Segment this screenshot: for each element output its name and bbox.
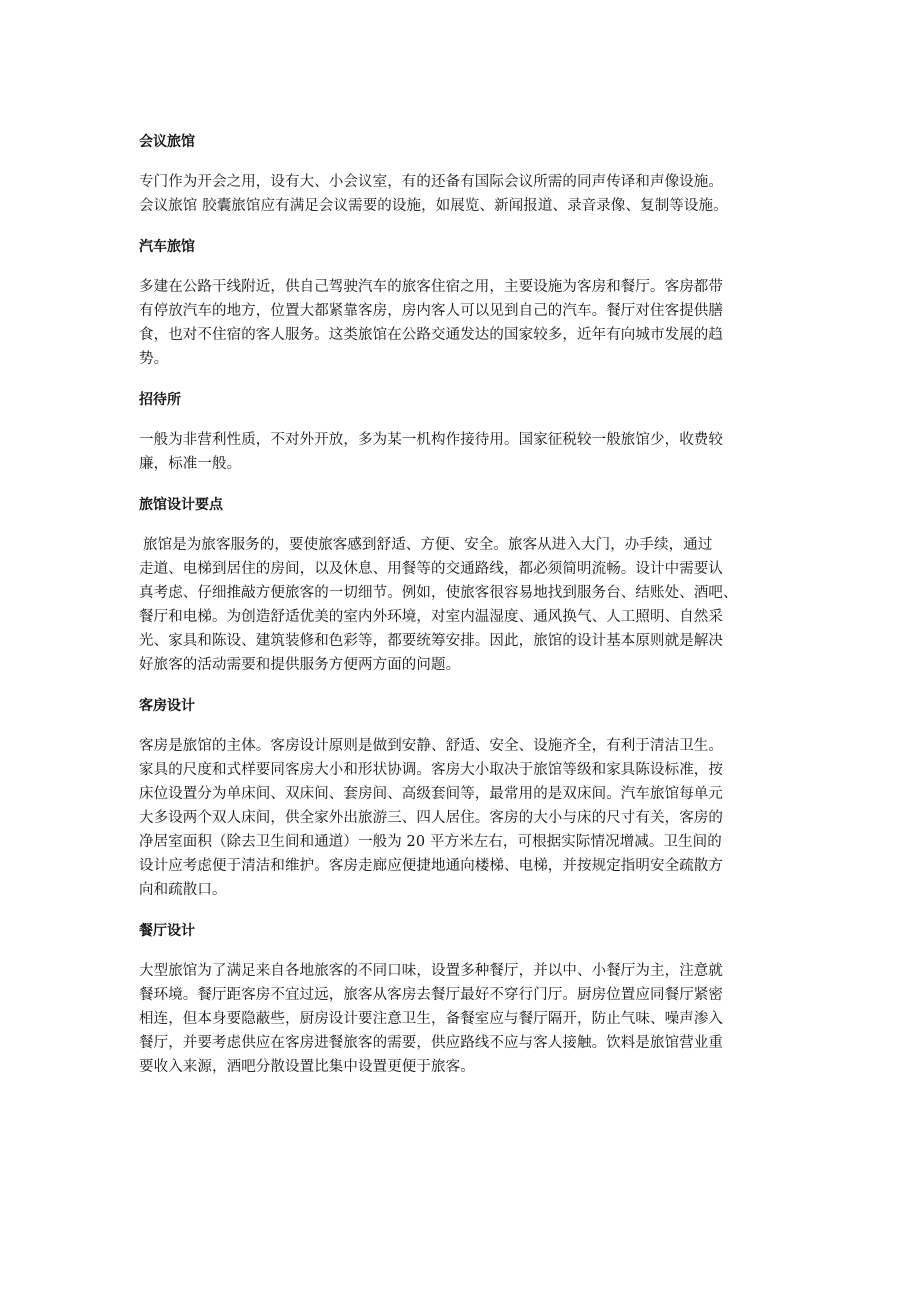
text-line: 光、家具和陈设、建筑装修和色彩等，都要统筹安排。因此，旅馆的设计基本原则就是解决 <box>139 633 723 649</box>
text-line: 好旅客的活动需要和提供服务方便两方面的问题。 <box>139 657 461 673</box>
text-line: 势。 <box>139 351 169 367</box>
section-paragraph <box>139 959 789 1079</box>
text-line: 大型旅馆为了满足来自各地旅客的不同口味，设置多种餐厅，并以中、小餐厅为主，注意就 <box>139 963 723 979</box>
text-line: 设计应考虑便于清洁和维护。客房走廊应便捷地通向楼梯、电梯，并按规定指明安全疏散方 <box>139 858 723 874</box>
text-line: 会议旅馆 胶囊旅馆应有满足会议需要的设施，如展览、新闻报道、录音录像、复制等设施。 <box>139 198 728 214</box>
document-page <box>139 130 789 1096</box>
text-line: 向和疏散口。 <box>139 882 227 898</box>
text-line: 餐厅，并要考虑供应在客房进餐旅客的需要，供应路线不应与客人接触。饮料是旅馆营业重 <box>139 1035 723 1051</box>
section-heading: 会议旅馆 <box>139 134 195 150</box>
section-paragraph <box>139 734 789 902</box>
section-paragraph <box>139 275 789 371</box>
section-heading: 客房设计 <box>139 698 195 714</box>
section-heading: 汽车旅馆 <box>139 239 195 255</box>
text-line: 旅馆是为旅客服务的，要使旅客感到舒适、方便、安全。旅客从进入大门，办手续，通过 <box>143 537 713 553</box>
section-motel <box>139 235 789 371</box>
text-line: 净居室面积（除去卫生间和通道）一般为 20 平方米左右，可根据实际情况增减。卫生间的 <box>139 834 722 850</box>
text-line: 专门作为开会之用，设有大、小会议室，有的还备有国际会议所需的同声传译和声像设施。 <box>139 174 723 190</box>
section-paragraph <box>139 428 789 476</box>
text-line: 相连，但本身要隐蔽些，厨房设计要注意卫生，备餐室应与餐厅隔开，防止气味、噪声渗入 <box>139 1011 723 1027</box>
section-conference-hotel <box>139 130 789 218</box>
section-heading: 旅馆设计要点 <box>139 497 223 513</box>
text-line: 廉，标准一般。 <box>139 456 242 472</box>
section-paragraph <box>139 170 789 218</box>
text-line: 走道、电梯到居住的房间，以及休息、用餐等的交通路线，都必须简明流畅。设计中需要认 <box>139 561 723 577</box>
text-line: 一般为非营利性质，不对外开放，多为某一机构作接待用。国家征税较一般旅馆少，收费较 <box>139 432 723 448</box>
text-line: 餐环境。餐厅距客房不宜过远，旅客从客房去餐厅最好不穿行门厅。厨房位置应同餐厅紧密 <box>139 987 723 1003</box>
section-design-points <box>139 493 789 677</box>
text-line: 多建在公路干线附近，供自己驾驶汽车的旅客住宿之用，主要设施为客房和餐厅。客房都带 <box>139 279 723 295</box>
text-line: 客房是旅馆的主体。客房设计原则是做到安静、舒适、安全、设施齐全，有利于清洁卫生。 <box>139 738 723 754</box>
text-line: 食，也对不住宿的客人服务。这类旅馆在公路交通发达的国家较多，近年有向城市发展的趋 <box>139 327 723 343</box>
section-restaurant-design <box>139 919 789 1079</box>
section-paragraph <box>139 533 789 677</box>
section-heading: 招待所 <box>139 392 181 408</box>
text-line: 要收入来源，酒吧分散设置比集中设置更便于旅客。 <box>139 1059 475 1075</box>
text-line: 家具的尺度和式样要同客房大小和形状协调。客房大小取决于旅馆等级和家具陈设标准，按 <box>139 762 723 778</box>
text-line: 大多设两个双人床间，供全家外出旅游三、四人居住。客房的大小与床的尺寸有关，客房的 <box>139 810 723 826</box>
text-line: 真考虑、仔细推敲方便旅客的一切细节。例如，使旅客很容易地找到服务台、结账处、酒吧、 <box>139 585 738 601</box>
text-line: 餐厅和电梯。为创造舒适优美的室内外环境，对室内温湿度、通风换气、人工照明、自然采 <box>139 609 723 625</box>
text-line: 床位设置分为单床间、双床间、套房间、高级套间等，最常用的是双床间。汽车旅馆每单元 <box>139 786 723 802</box>
text-line: 有停放汽车的地方，位置大都紧靠客房，房内客人可以见到自己的汽车。餐厅对住客提供膳 <box>139 303 723 319</box>
section-heading: 餐厅设计 <box>139 923 195 939</box>
section-guesthouse <box>139 388 789 476</box>
section-guestroom-design <box>139 694 789 902</box>
